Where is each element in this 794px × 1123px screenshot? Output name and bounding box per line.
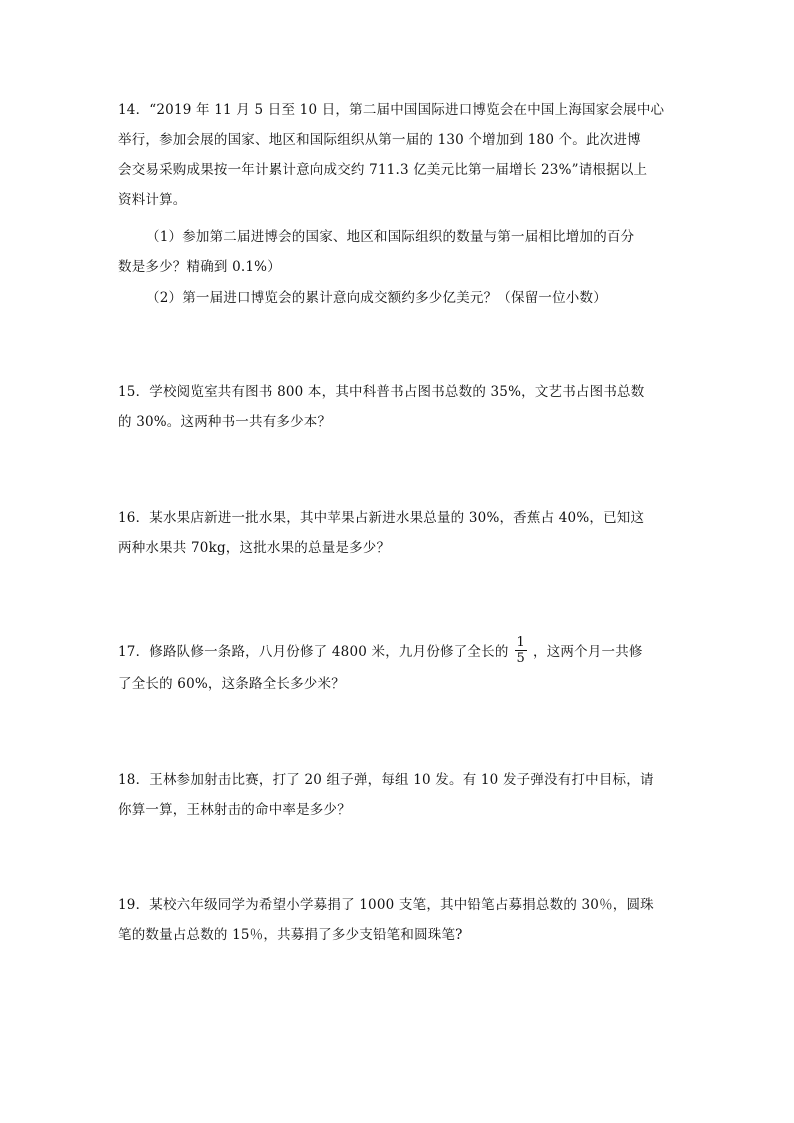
q14-sub1-line-1: （1）参加第二届进博会的国家、地区和国际组织的数量与第一届相比增加的百分: [146, 229, 635, 245]
fraction-one-fifth: [515, 635, 527, 666]
fraction-denominator: 5: [516, 651, 526, 666]
q15-line-1: 15．学校阅览室共有图书 800 本，其中科普书占图书总数的 35%，文艺书占图书总数: [118, 384, 645, 400]
q14-line-1: 14．“2019 年 11 月 5 日至 10 日，第二届中国国际进口博览会在中国上海国家会展中心: [118, 102, 665, 118]
q16-line-2: 两种水果共 70kg，这批水果的总量是多少？: [118, 540, 391, 556]
q14-line-2: 举行，参加会展的国家、地区和国际组织从第一届的 130 个增加到 180 个。此次进博: [118, 132, 641, 148]
fraction-numerator: 1: [516, 635, 526, 650]
q16-line-1: 16．某水果店新进一批水果，其中苹果占新进水果总量的 30%，香蕉占 40%，已知这: [118, 510, 645, 526]
q17-line-2: 了全长的 60%，这条路全长多少米？: [118, 676, 345, 692]
q14-line-3: 会交易采购成果按一年计累计意向成交约 711.3 亿美元比第一届增长 23%”请根据以上: [118, 162, 648, 178]
q17-line-1: [118, 637, 643, 668]
q17-line-1-after: ，这两个月一共修: [533, 644, 643, 660]
q18-line-1: 18．王林参加射击比赛，打了 20 组子弹，每组 10 发。有 10 发子弹没有打中目标，请: [118, 772, 654, 788]
q17-line-1-before: 17．修路队修一条路，八月份修了 4800 米，九月份修了全长的: [118, 644, 509, 660]
q19-line-2: 笔的数量占总数的 15％，共募捐了多少支铅笔和圆珠笔?: [118, 927, 463, 943]
q14-sub2-line-1: （2）第一届进口博览会的累计意向成交额约多少亿美元？（保留一位小数）: [146, 290, 607, 306]
q18-line-2: 你算一算，王林射击的命中率是多少？: [118, 802, 351, 818]
q14-sub1-line-2: 数是多少？精确到 0.1%）: [118, 259, 281, 275]
q14-line-4: 资料计算。: [118, 192, 187, 208]
q15-line-2: 的 30%。这两种书一共有多少本？: [118, 414, 332, 430]
q19-line-1: 19．某校六年级同学为希望小学募捐了 1000 支笔，其中铅笔占募捐总数的 30％，圆珠: [118, 897, 654, 913]
